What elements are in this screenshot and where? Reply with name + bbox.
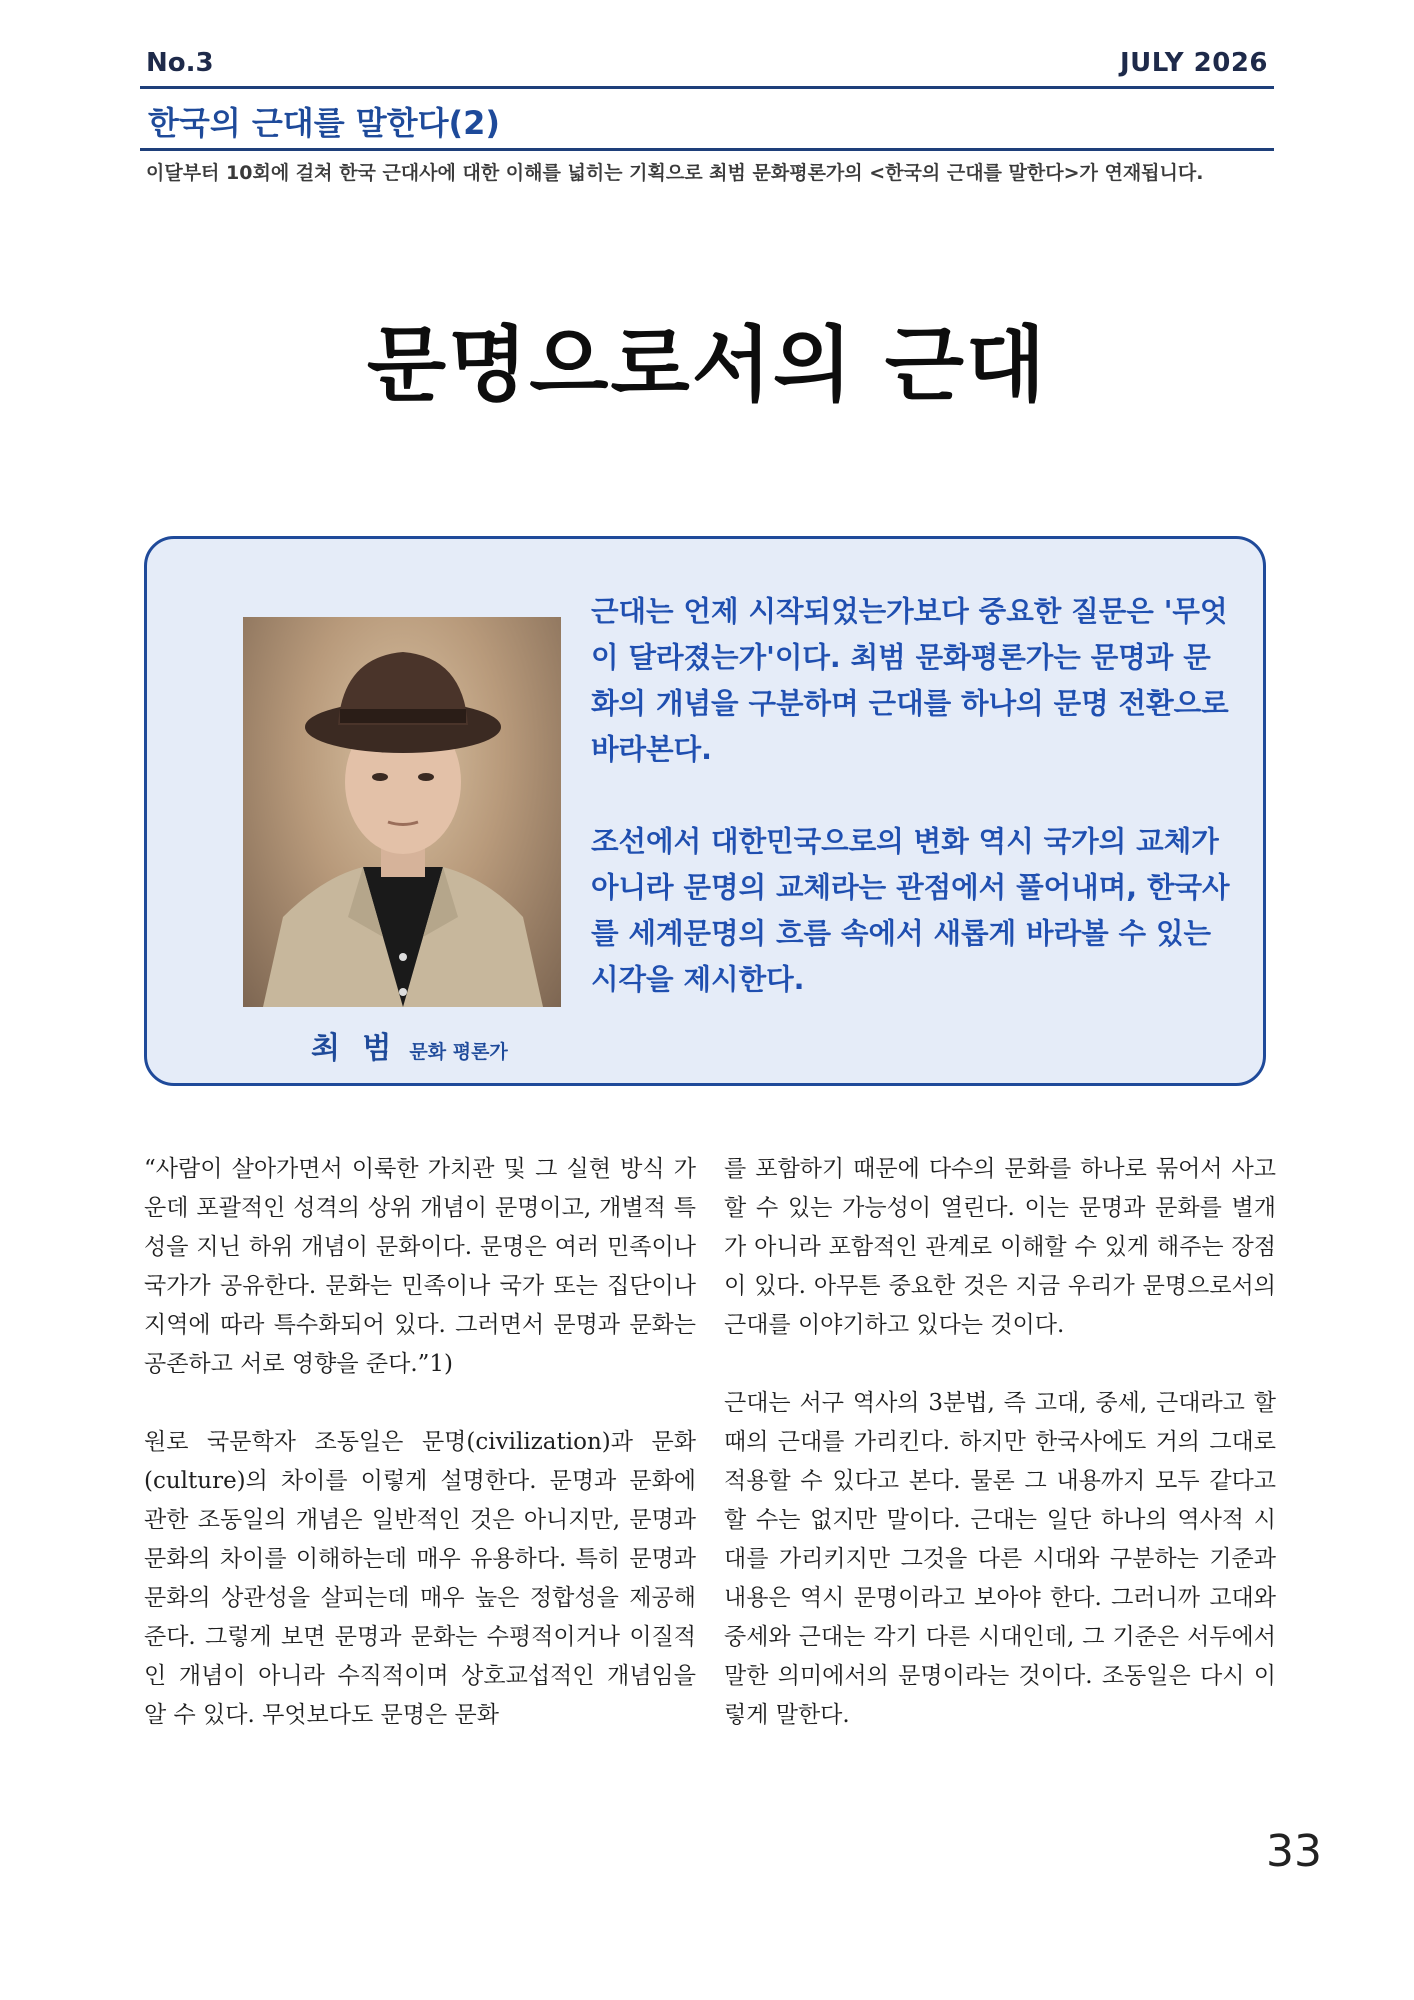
body-column-left <box>144 1150 696 1735</box>
body-column-right <box>724 1150 1276 1735</box>
summary-paragraph-2: 조선에서 대한민국으로의 변화 역시 국가의 교체가 아니라 문명의 교체라는 관점에서 풀어내며, 한국사를 세계문명의 흐름 속에서 새롭게 바라볼 수 있는 시각을 제시한다. <box>591 825 1230 996</box>
series-title: 한국의 근대를 말한다(2) <box>148 104 501 142</box>
header-rule-bottom <box>140 148 1274 151</box>
header-rule-top <box>140 86 1274 89</box>
summary-paragraph-1: 근대는 언제 시작되었는가보다 중요한 질문은 '무엇이 달라졌는가'이다. 최범 문화평론가는 문명과 문화의 개념을 구분하며 근대를 하나의 문명 전환으로 바라본다. <box>591 595 1229 766</box>
author-photo <box>243 617 561 1007</box>
author-role: 문화 평론가 <box>409 1041 508 1063</box>
profile-box <box>144 536 1266 1086</box>
article-title: 문명으로서의 근대 <box>366 318 1048 413</box>
body-paragraph: “사람이 살아가면서 이룩한 가치관 및 그 실현 방식 가운데 포괄적인 성격의 상위 개념이 문명이고, 개별적 특성을 지닌 하위 개념이 문화이다. 문명은 여러 민족이나 국가가 공유한다. 문화는 민족이나 국가 또는 집단이나 지역에 따라 특수화되어 있다. 그러면서 문명과 문화는 공존하고 서로 영향을 준다.”1) <box>144 1156 696 1377</box>
profile-summary <box>591 589 1231 1003</box>
author-caption <box>311 1023 508 1067</box>
body-paragraph: 를 포함하기 때문에 다수의 문화를 하나로 묶어서 사고할 수 있는 가능성이 열린다. 이는 문명과 문화를 별개가 아니라 포함적인 관계로 이해할 수 있게 해주는 장점이 있다. 아무튼 중요한 것은 지금 우리가 문명으로서의 근대를 이야기하고 있다는 것이다. <box>724 1156 1276 1338</box>
page-number: 33 <box>1266 1826 1322 1877</box>
body-paragraph: 원로 국문학자 조동일은 문명(civilization)과 문화(culture)의 차이를 이렇게 설명한다. 문명과 문화에 관한 조동일의 개념은 일반적인 것은 아니지만, 문명과 문화의 차이를 이해하는데 매우 유용하다. 특히 문명과 문화의 상관성을 살피는데 매우 높은 정합성을 제공해준다. 그렇게 보면 문명과 문화는 수평적이거나 이질적인 개념이 아니라 수직적이며 상호교섭적인 개념임을 알 수 있다. 무엇보다도 문명은 문화 <box>144 1429 696 1728</box>
body-paragraph: 근대는 서구 역사의 3분법, 즉 고대, 중세, 근대라고 할 때의 근대를 가리킨다. 하지만 한국사에도 거의 그대로 적용할 수 있다고 본다. 물론 그 내용까지 모두 같다고 할 수는 없지만 말이다. 근대는 일단 하나의 역사적 시대를 가리키지만 그것을 다른 시대와 구분하는 기준과 내용은 역시 문명이라고 보아야 한다. 그러니까 고대와 중세와 근대는 각기 다른 시대인데, 그 기준은 서두에서 말한 의미에서의 문명이라는 것이다. 조동일은 다시 이렇게 말한다. <box>724 1390 1276 1728</box>
issue-number: No.3 <box>146 48 214 78</box>
author-name: 최 범 <box>311 1031 398 1066</box>
series-intro: 이달부터 10회에 걸쳐 한국 근대사에 대한 이해를 넓히는 기획으로 최범 문화평론가의 <한국의 근대를 말한다>가 연재됩니다. <box>146 162 1204 184</box>
issue-date: JULY 2026 <box>1119 48 1268 78</box>
